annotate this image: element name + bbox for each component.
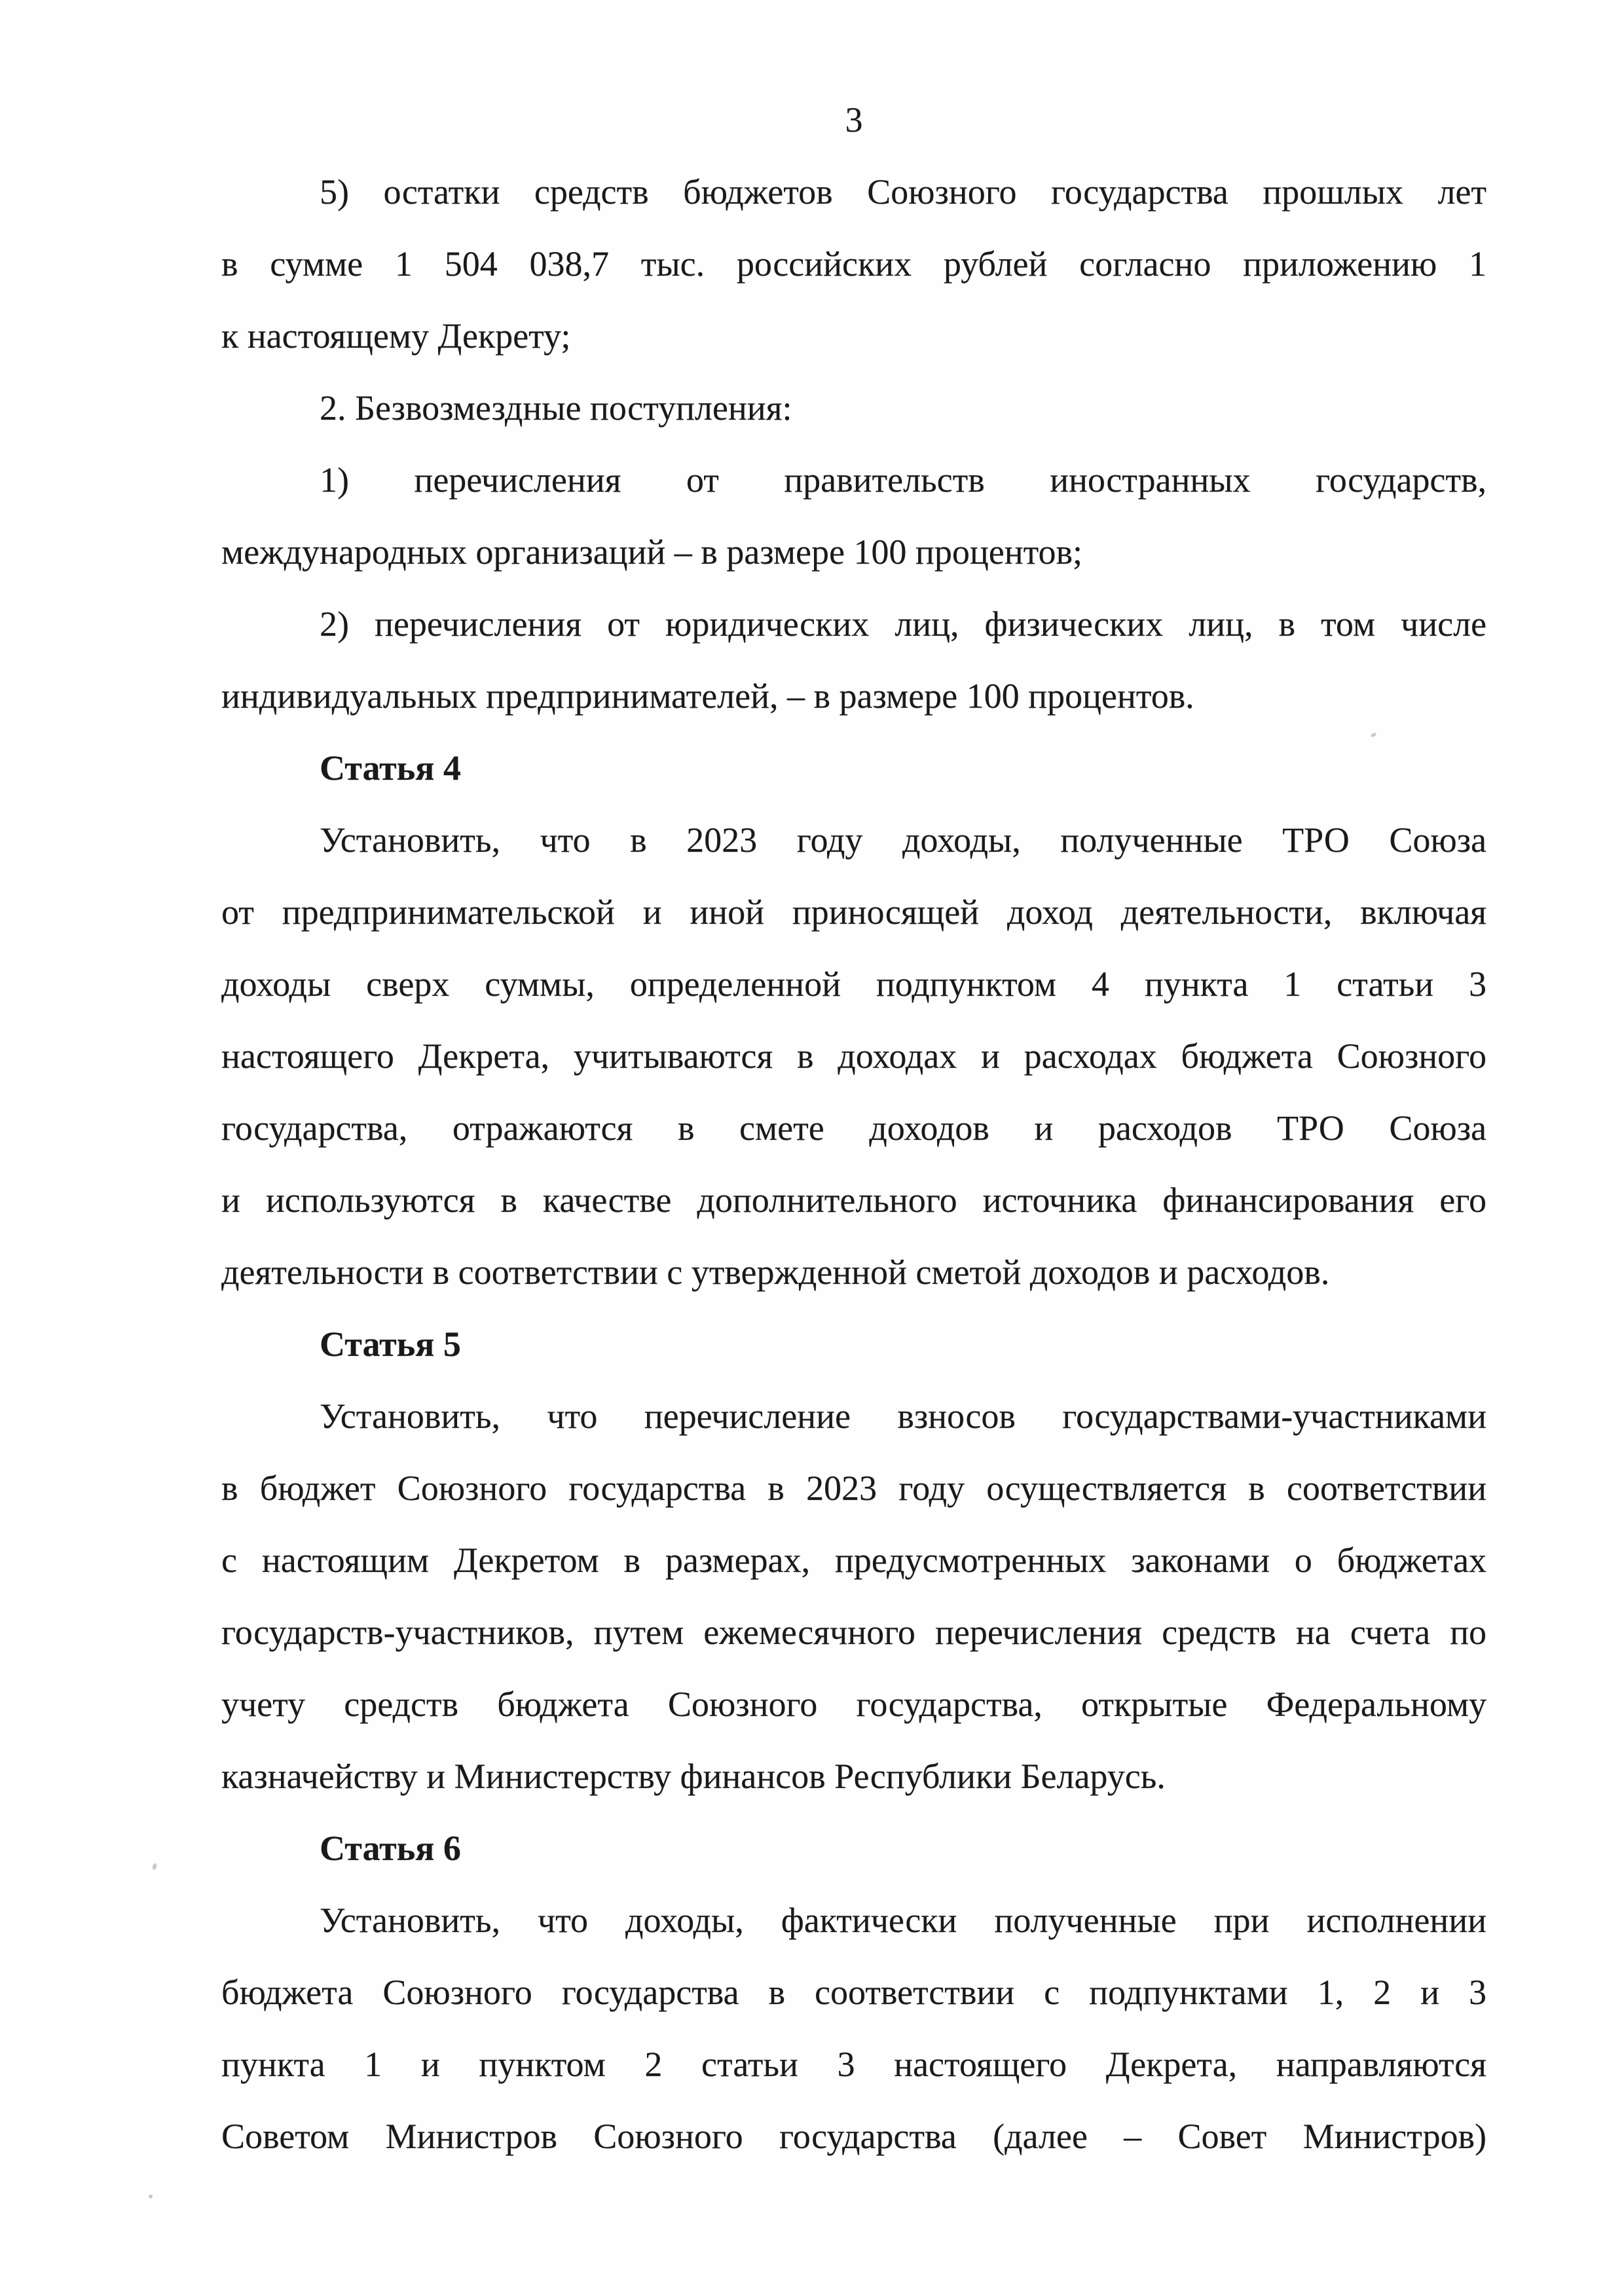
text-line: доходы сверх суммы, определенной подпунктом 4 пункта 1 статьи 3: [221, 964, 1486, 1004]
text-line: Установить, что доходы, фактически полученные при исполнении: [320, 1901, 1486, 1940]
text-line: пункта 1 и пунктом 2 статьи 3 настоящего Декрета, направляются: [221, 2045, 1486, 2084]
text-line: бюджета Союзного государства в соответствии с подпунктами 1, 2 и 3: [221, 1973, 1486, 2012]
page-number: 3: [845, 100, 863, 139]
text-line: и используются в качестве дополнительного источника финансирования его: [221, 1180, 1486, 1220]
text-line: государств-участников, путем ежемесячного перечисления средств на счета по: [221, 1613, 1486, 1652]
text-line: 1) перечисления от правительств иностранных государств,: [320, 460, 1486, 500]
text-line: индивидуальных предпринимателей, – в размере 100 процентов.: [221, 676, 1194, 716]
text-line: в бюджет Союзного государства в 2023 году осуществляется в соответствии: [221, 1468, 1486, 1508]
article-6-heading: Статья 6: [320, 1829, 461, 1868]
scan-speck: [152, 1863, 157, 1870]
text-line: к настоящему Декрету;: [221, 316, 571, 355]
article-5-heading: Статья 5: [320, 1324, 461, 1364]
text-line: с настоящим Декретом в размерах, предусмотренных законами о бюджетах: [221, 1540, 1486, 1580]
text-line: казначейству и Министерству финансов Республики Беларусь.: [221, 1757, 1166, 1796]
text-line: международных организаций – в размере 100 процентов;: [221, 532, 1082, 572]
text-line: настоящего Декрета, учитываются в доходах и расходах бюджета Союзного: [221, 1036, 1486, 1076]
text-line: деятельности в соответствии с утвержденной сметой доходов и расходов.: [221, 1252, 1330, 1292]
text-line: от предпринимательской и иной приносящей доход деятельности, включая: [221, 892, 1486, 932]
paragraph-item-1: [221, 444, 1486, 588]
article-4-heading: Статья 4: [320, 748, 461, 788]
article-6: [221, 1812, 1486, 2172]
text-line: Установить, что перечисление взносов государствами-участниками: [320, 1396, 1486, 1436]
text-line: 2) перечисления от юридических лиц, физических лиц, в том числе: [320, 604, 1486, 644]
article-5: [221, 1308, 1486, 1812]
text-line: учету средств бюджета Союзного государства, открытые Федеральному: [221, 1685, 1486, 1724]
text-line: государства, отражаются в смете доходов и расходов ТРО Союза: [221, 1108, 1486, 1148]
paragraph-item-2: [221, 588, 1486, 732]
text-line: Установить, что в 2023 году доходы, полученные ТРО Союза: [320, 820, 1486, 860]
scan-speck: [149, 2195, 153, 2198]
paragraph-remainders: [221, 156, 1486, 372]
article-4: [221, 732, 1486, 1308]
text-line: 2. Безвозмездные поступления:: [320, 388, 792, 428]
paragraph-gratuitous-receipts: [221, 372, 1486, 444]
text-line: 5) остатки средств бюджетов Союзного государства прошлых лет: [320, 172, 1486, 211]
text-block: [221, 84, 1486, 2172]
text-line: в сумме 1 504 038,7 тыс. российских рублей согласно приложению 1: [221, 244, 1486, 283]
text-line: Советом Министров Союзного государства (далее – Совет Министров): [221, 2117, 1486, 2156]
